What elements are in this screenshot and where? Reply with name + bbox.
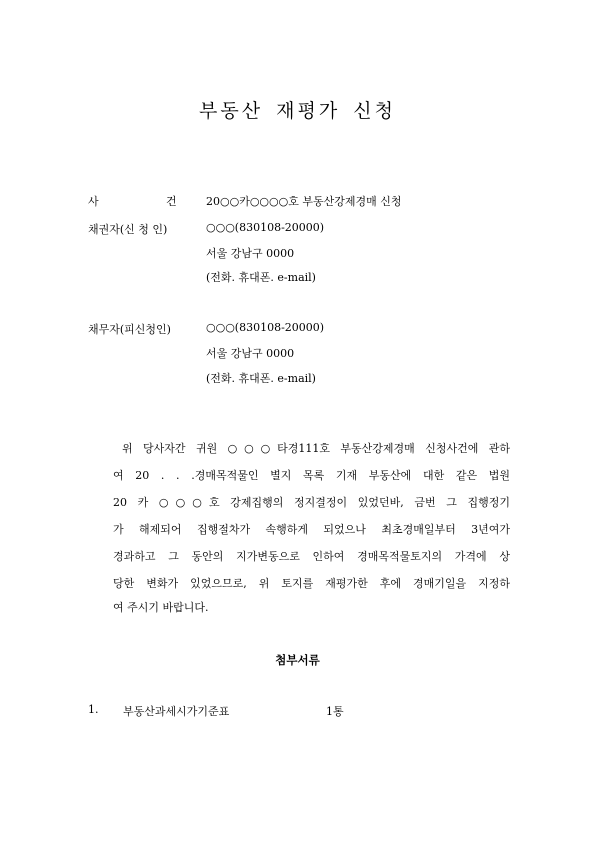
document-title: 부동산 재평가 신청 xyxy=(199,100,396,122)
creditor-contact: (전화. 휴대폰. e-mail) xyxy=(206,271,316,284)
body-line-3: 20 카 ○○○호 강제집행의 정지결정이 있었던바, 금번 그 집행정기 xyxy=(113,496,510,509)
debtor-name: ○○○(830108-20000) xyxy=(206,321,325,334)
creditor-address: 서울 강남구 0000 xyxy=(206,247,295,260)
case-label-left: 사 xyxy=(88,195,99,208)
body-line-4: 가 해제되어 집행절차가 속행하게 되었으나 최초경매일부터 3년여가 xyxy=(113,523,510,536)
creditor-name: ○○○(830108-20000) xyxy=(206,221,325,234)
attachments-title: 첨부서류 xyxy=(275,653,320,667)
creditor-label: 채권자(신 청 인) xyxy=(88,223,168,236)
attachment-count: 1통 xyxy=(326,705,344,718)
body-line-6: 당한 변화가 있었으므로, 위 토지를 재평가한 후에 경매기일을 지정하 xyxy=(113,577,510,590)
case-value: 20○○카○○○○호 부동산강제경매 신청 xyxy=(206,195,402,208)
body-line-7: 여 주시기 바랍니다. xyxy=(113,601,209,614)
body-line-5: 경과하고 그 동안의 지가변동으로 인하여 경매목적물토지의 가격에 상 xyxy=(113,550,510,563)
debtor-label: 채무자(피신청인) xyxy=(88,323,171,336)
debtor-contact: (전화. 휴대폰. e-mail) xyxy=(206,372,316,385)
case-label-right: 건 xyxy=(166,195,177,208)
body-line-1: 위 당사자간 귀원 ○○○타경111호 부동산강제경매 신청사건에 관하 xyxy=(122,442,510,455)
body-line-2: 여 20 . . .경매목적물인 별지 목록 기재 부동산에 대한 같은 법원 xyxy=(113,469,510,482)
attachment-number: 1. xyxy=(88,703,99,716)
attachment-name: 부동산과세시가기준표 xyxy=(123,705,230,718)
debtor-address: 서울 강남구 0000 xyxy=(206,347,295,360)
